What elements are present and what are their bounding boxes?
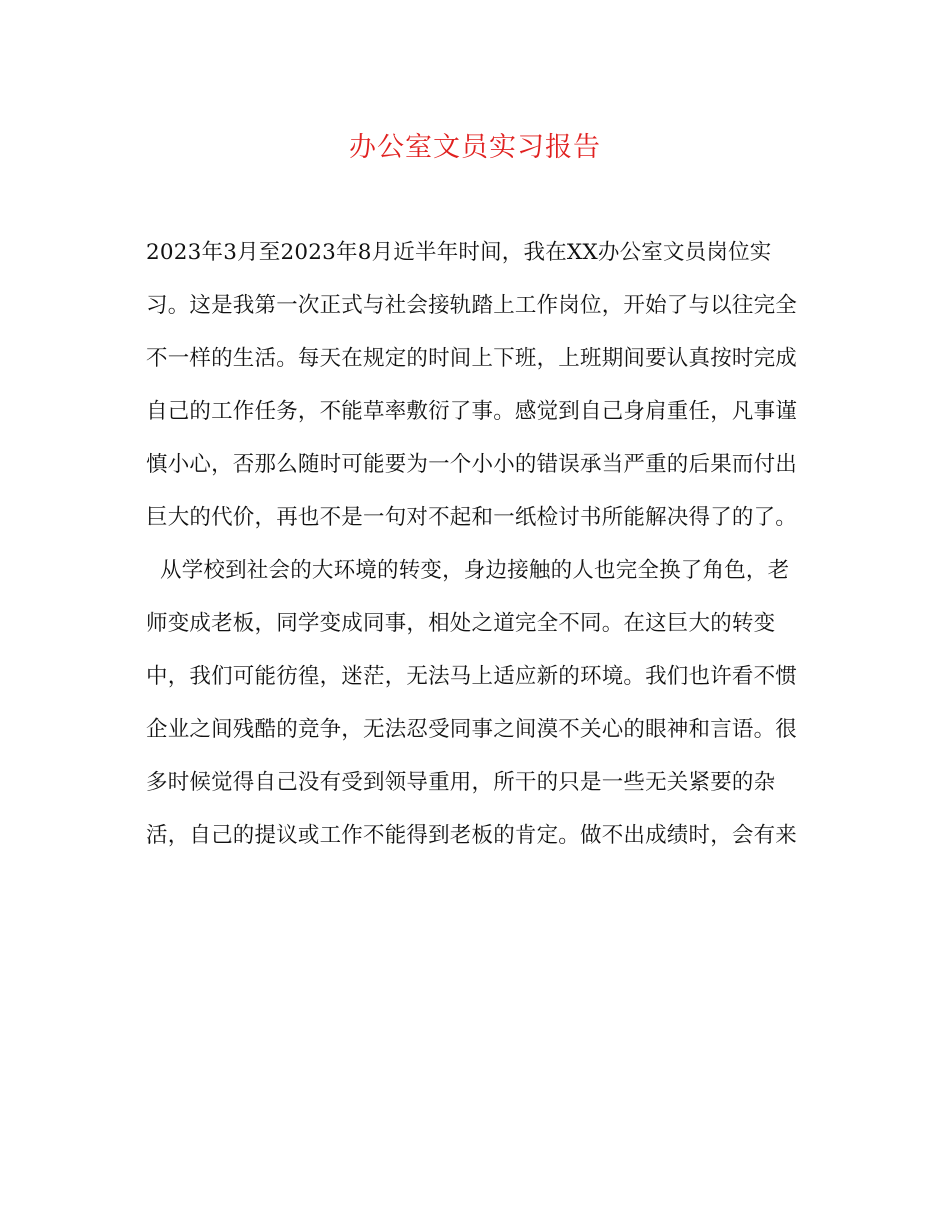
- page-title: 办公室文员实习报告: [349, 132, 601, 163]
- report-body: [146, 226, 806, 862]
- text-line: 活，自己的提议或工作不能得到老板的肯定。做不出成绩时，会有来: [146, 823, 798, 848]
- text-line-paragraph-start: 从学校到社会的大环境的转变，身边接触的人也完全换了角色，老: [160, 558, 790, 583]
- text-line: 中，我们可能彷徨，迷茫，无法马上适应新的环境。我们也许看不惯: [146, 664, 798, 689]
- text-line: 2023年3月至2023年8月近半年时间，我在XX办公室文员岗位实: [146, 240, 772, 265]
- text-line: 巨大的代价，再也不是一句对不起和一纸检讨书所能解决得了的了。: [146, 505, 798, 530]
- text-line: 不一样的生活。每天在规定的时间上下班，上班期间要认真按时完成: [146, 346, 798, 371]
- text-line: 多时候觉得自己没有受到领导重用，所干的只是一些无关紧要的杂: [146, 770, 776, 795]
- text-line: 习。这是我第一次正式与社会接轨踏上工作岗位，开始了与以往完全: [146, 293, 798, 318]
- text-line: 师变成老板，同学变成同事，相处之道完全不同。在这巨大的转变: [146, 611, 776, 636]
- text-line: 慎小心，否那么随时可能要为一个小小的错误承当严重的后果而付出: [146, 452, 798, 477]
- text-line: 自己的工作任务，不能草率敷衍了事。感觉到自己身肩重任，凡事谨: [146, 399, 798, 424]
- text-line: 企业之间残酷的竞争，无法忍受同事之间漠不关心的眼神和言语。很: [146, 717, 798, 742]
